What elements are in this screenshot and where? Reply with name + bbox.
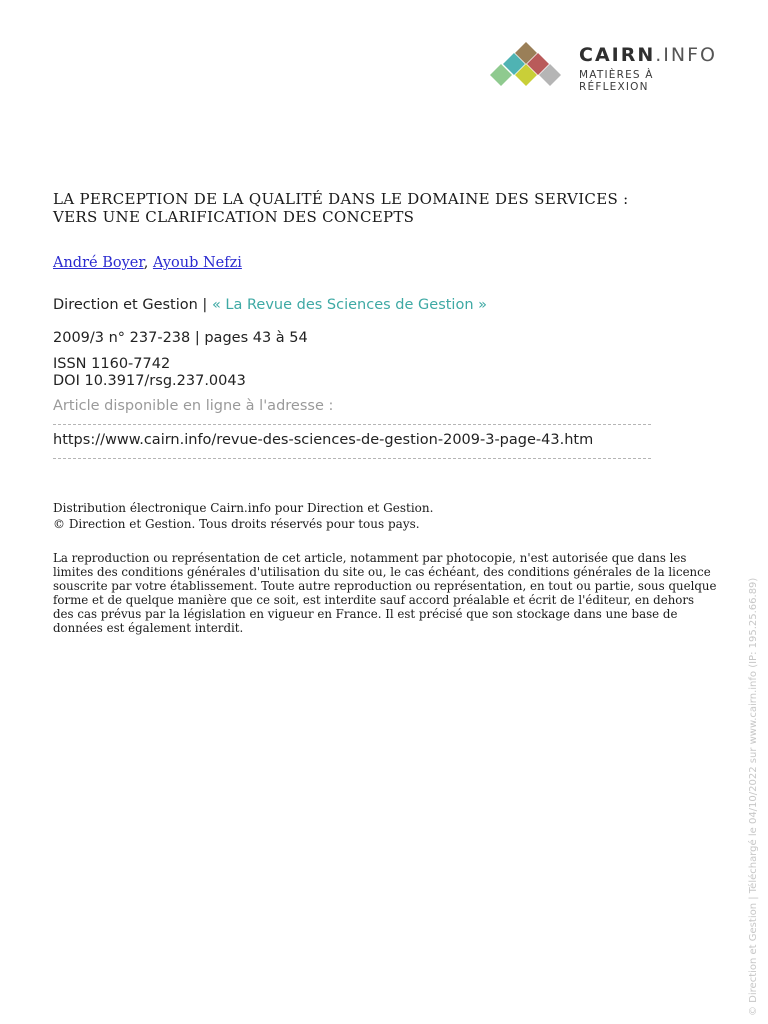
issue-info: 2009/3 n° 237-238 | pages 43 à 54: [53, 330, 308, 346]
article-url[interactable]: https://www.cairn.info/revue-des-sciences-de-gestion-2009-3-page-43.htm: [53, 432, 594, 448]
brand-suffix: .INFO: [655, 44, 717, 66]
url-divider-bottom: [53, 458, 651, 459]
journal-line: [53, 297, 487, 313]
title-line-2: VERS UNE CLARIFICATION DES CONCEPTS: [53, 208, 415, 226]
author-link-nefzi[interactable]: Ayoub Nefzi: [152, 255, 242, 271]
brand-main: CAIRN: [579, 44, 656, 66]
cairn-logo[interactable]: [487, 40, 727, 92]
brand-tagline: MATIÈRES À RÉFLEXION: [579, 69, 654, 93]
revue-link[interactable]: « La Revue des Sciences de Gestion »: [211, 297, 487, 313]
article-title: [53, 190, 713, 226]
url-divider-top: [53, 424, 651, 425]
diamond-mosaic-icon: [487, 40, 571, 92]
identifiers: [53, 356, 246, 390]
download-watermark: © Direction et Gestion | Téléchargé le 04/10/2022 sur www.cairn.info (IP: 195.25.66.89): [748, 577, 759, 1016]
title-line-1: LA PERCEPTION DE LA QUALITÉ DANS LE DOMAINE DES SERVICES :: [53, 190, 629, 208]
brand-name: [579, 44, 717, 66]
journal-separator: |: [197, 297, 212, 313]
distribution-line: Distribution électronique Cairn.info pour Direction et Gestion.: [53, 501, 434, 515]
distribution-notice: [53, 500, 433, 532]
doi-value: DOI 10.3917/rsg.237.0043: [53, 373, 246, 389]
author-list: [53, 255, 242, 271]
issn-value: ISSN 1160-7742: [53, 356, 171, 372]
legal-notice: La reproduction ou représentation de cet article, notamment par photocopie, n'est autorisée que dans les limites des conditions générales d'utilisation du site ou, le cas échéant, des conditions générales de la licence souscrite par votre établissement. Toute autre reproduction ou représentation, en tout ou partie, sous quelque forme et de quelque manière que ce soit, est interdite sauf accord préalable et écrit de l'éditeur, en dehors des cas prévus par la législation en vigueur en France. Il est précisé que son stockage dans une base de données est également interdit.: [53, 551, 717, 635]
author-link-boyer[interactable]: André Boyer: [53, 255, 144, 271]
availability-label: Article disponible en ligne à l'adresse :: [53, 398, 334, 414]
author-separator: ,: [143, 255, 153, 271]
copyright-line: © Direction et Gestion. Tous droits réservés pour tous pays.: [53, 517, 420, 531]
publisher-name: Direction et Gestion: [53, 297, 198, 313]
